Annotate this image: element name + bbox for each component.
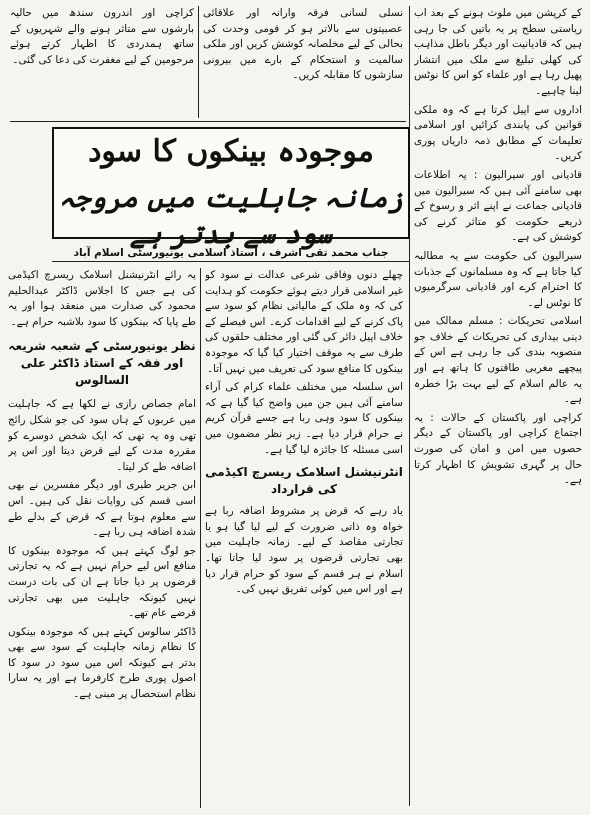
column-divider [409, 6, 410, 806]
paragraph: کراچی اور اندرون سندھ میں حالیہ بارشوں سے متاثر ہونے والے شہریوں کے ساتھ ہمدردی کا اظہار کرتے ہوئے مرحومین کے لیے مغفرت کی دعا کی گئی۔ [10, 7, 194, 66]
column-middle [205, 268, 403, 808]
paragraph: اسلامی تحریکات : مسلم ممالک میں دینی بیداری کی تحریکات کے خلاف جو منصوبہ بندی کی جا رہی ہے اس کے پیچھے مغربی طاقتوں کا ہاتھ ہے اور یہ عالم اسلام کے لیے بہت بڑا خطرہ ہے۔ [414, 315, 582, 406]
paragraph: قادیانی اور سیرالیون : یہ اطلاعات بھی سامنے آئی ہیں کہ سیرالیون میں قادیانی جماعت نے اپنے اثر و رسوخ کے ذریعے حکومت کو متاثر کرنے کی کوشش کی ہے۔ [414, 168, 582, 244]
paragraph: اس سلسلہ میں مختلف علماء کرام کی آراء سامنے آئی ہیں جن میں واضح کیا گیا ہے کہ بینکوں کا سود وہی ربا ہے جسے قرآن کریم نے حرام قرار دیا ہے۔ زیر نظر مضمون میں اسی مسئلہ کا جائزہ لیا گیا ہے۔ [205, 381, 403, 456]
paragraph: نسلی لسانی فرقہ وارانہ اور علاقائی عصبیتوں سے بالاتر ہو کر قومی وحدت کی بحالی کے لیے مخلصانہ کوشش کریں اور ملکی سالمیت و استحکام کے بارے میں بیرونی سازشوں کا مقابلہ کریں۔ [203, 7, 403, 82]
paragraph: یہ رائے انٹرنیشنل اسلامک ریسرچ اکیڈمی کی ہے جس کا اجلاس ڈاکٹر عبدالحلیم محمود کی صدارت میں منعقد ہوا اور یہ طے پایا کہ بینکوں کا سود بلاشبہ حرام ہے۔ [8, 269, 196, 328]
byline: جناب محمد تقی اشرف ، استاذ اسلامی یونیورسٹی اسلام آباد [52, 244, 410, 262]
paragraph: ڈاکٹر سالوس کہتے ہیں کہ موجودہ بینکوں کا نظام زمانہ جاہلیت کے سود سے بھی بدتر ہے کیونکہ اس میں سود در سود کا اصول پوری طرح کارفرما ہے اور یہ سارا نظام استحصال پر مبنی ہے۔ [8, 625, 196, 701]
paragraph: کے کرپشن میں ملوث ہونے کے بعد اب ریاستی سطح پر یہ باتیں کی جا رہی ہیں کہ قادیانیت اور دیگر باطل مذاہب کی کھلی تبلیغ سے ملک میں انتشار پھیل رہا ہے اور علماء کو اس کا نوٹس لینا چاہیے۔ [414, 7, 582, 97]
paragraph: امام جصاص رازی نے لکھا ہے کہ جاہلیت میں عربوں کے ہاں سود کی جو شکل رائج تھی وہ یہ تھی کہ ایک شخص دوسرے کو مقررہ مدت کے لیے قرض دیتا اور اس پر اضافہ طے کر لیتا۔ [8, 398, 196, 473]
subheading: انٹرنیشنل اسلامک ریسرچ اکیڈمی کی قرارداد [205, 465, 403, 497]
top-left-block [10, 6, 194, 118]
subheading: نظر یونیورسٹی کے شعبہ شریعہ اور فقہ کے استاذ ڈاکٹر علی السالوس [8, 339, 196, 388]
headline-box [52, 127, 410, 250]
paragraph: ابن جریر طبری اور دیگر مفسرین نے بھی اسی قسم کی روایات نقل کی ہیں۔ اس سے معلوم ہوتا ہے کہ قرض کے بدلے طے شدہ اضافہ ہی ربا ہے۔ [8, 479, 196, 539]
paragraph: اداروں سے اپیل کرتا ہے کہ وہ ملکی قوانین کی پابندی کرائیں اور اسلامی تعلیمات کے مطابق ذمہ داریاں پوری کریں۔ [414, 103, 582, 163]
column-divider [198, 6, 199, 118]
column-left [8, 268, 196, 808]
headline-title: موجودہ بینکوں کا سود [88, 134, 374, 169]
paragraph: کراچی اور پاکستان کے حالات : یہ اجتماع کراچی اور پاکستان کے دیگر حصوں میں امن و امان کی صورت حال پر گہری تشویش کا اظہار کرتا ہے۔ [414, 411, 582, 487]
section-divider [10, 121, 406, 122]
paragraph: یاد رہے کہ قرض پر مشروط اضافہ ربا ہے خواہ وہ ذاتی ضرورت کے لیے لیا گیا ہو یا تجارتی مقاصد کے لیے۔ زمانہ جاہلیت میں بھی تجارتی قرضوں پر سود لیا جاتا تھا۔ اسلام نے ہر قسم کے سود کو حرام قرار دیا ہے اور اس میں کوئی تفریق نہیں کی۔ [205, 505, 403, 596]
headline-subtitle: زمانہ جاہلیت میں مروجہ سود سے بدتر ہے [58, 183, 404, 250]
column-divider [200, 268, 201, 808]
paragraph: چھلے دنوں وفاقی شرعی عدالت نے سود کو غیر اسلامی قرار دیتے ہوئے حکومت کو ہدایت کی کہ وہ ملک کے مالیاتی نظام کو سود سے پاک کرنے کے لیے اقدامات کرے۔ اس فیصلے کے خلاف اپیل دائر کی گئی اور مختلف حلقوں کی طرف سے یہ موقف اختیار کیا گیا کہ موجودہ بینکوں کا منافع سود کی تعریف میں نہیں آتا۔ [205, 269, 403, 375]
paragraph: جو لوگ کہتے ہیں کہ موجودہ بینکوں کا منافع اس لیے حرام نہیں ہے کہ یہ تجارتی قرضوں پر دیا جاتا ہے ان کی بات درست نہیں کیونکہ جاہلیت میں بھی تجارتی قرضے عام تھے۔ [8, 544, 196, 620]
paragraph: سیرالیون کی حکومت سے یہ مطالبہ کیا جاتا ہے کہ وہ مسلمانوں کے جذبات کا احترام کرے اور قادیانی سرگرمیوں کا نوٹس لے۔ [414, 249, 582, 309]
column-right [414, 6, 582, 812]
top-middle-block [203, 6, 403, 118]
